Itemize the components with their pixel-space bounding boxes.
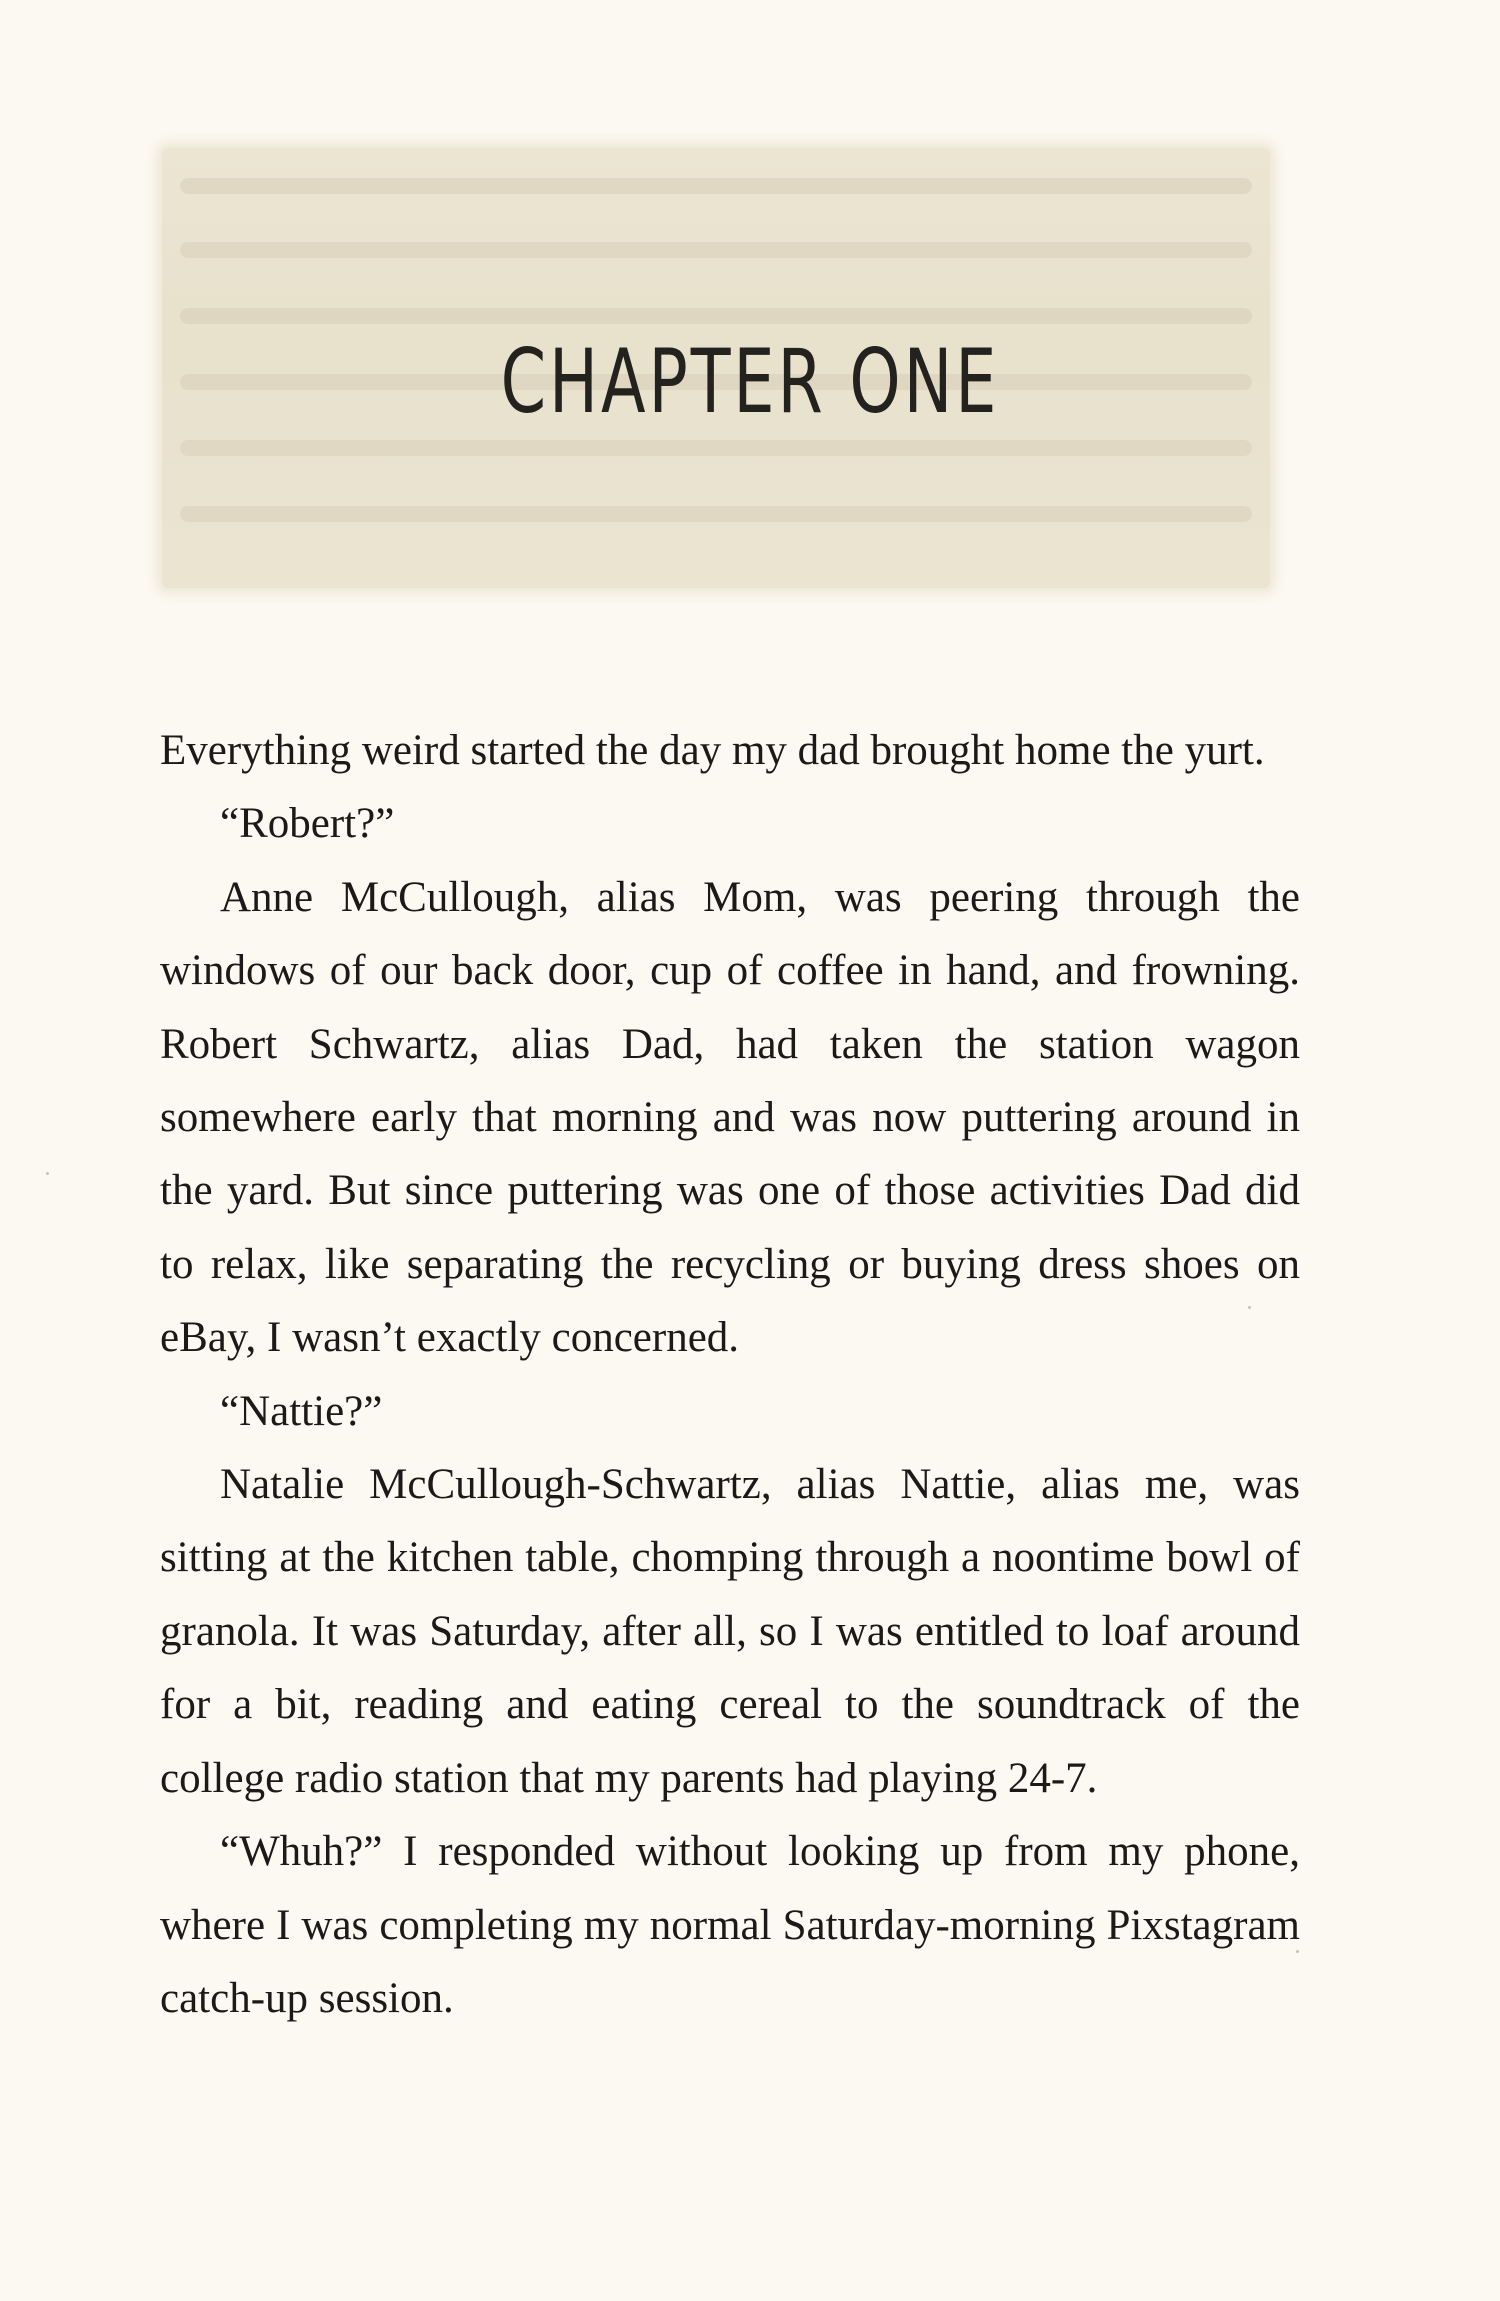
chapter-title: CHAPTER ONE <box>500 330 1000 433</box>
paragraph: Everything weird started the day my dad brought home the yurt. <box>160 727 1265 774</box>
page-speck <box>46 1172 49 1175</box>
paragraph: Natalie McCullough-Schwartz, alias Nattie, alias me, was sitting at the kitchen table, chomping through a noontime bowl of granola. It was Saturday, after all, so I was entitled to loaf around for a bit, reading and eating cereal to the soundtrack of the college radio station that my parents had playing 24-7. <box>160 1461 1300 1802</box>
paragraph: Anne McCullough, alias Mom, was peering through the windows of our back door, cup of coffee in hand, and frowning. Robert Schwartz, alias Dad, had taken the station wagon somewhere early that morning and was now puttering around in the yard. But since puttering was one of those activities Dad did to relax, like separating the recycling or buying dress shoes on eBay, I wasn’t exactly concerned. <box>160 873 1300 1362</box>
paragraph: “Robert?” <box>220 800 395 848</box>
banner-texture <box>180 178 1252 194</box>
paragraph: “Nattie?” <box>220 1387 383 1435</box>
paragraph: “Whuh?” I responded without looking up from my phone, where I was completing my normal Saturday-morning Pixstagram catch-up session. <box>160 1828 1300 2022</box>
banner-texture <box>180 242 1252 258</box>
banner-texture <box>180 308 1252 324</box>
banner-texture <box>180 440 1252 456</box>
chapter-body <box>160 714 1300 2035</box>
banner-texture <box>180 506 1252 522</box>
